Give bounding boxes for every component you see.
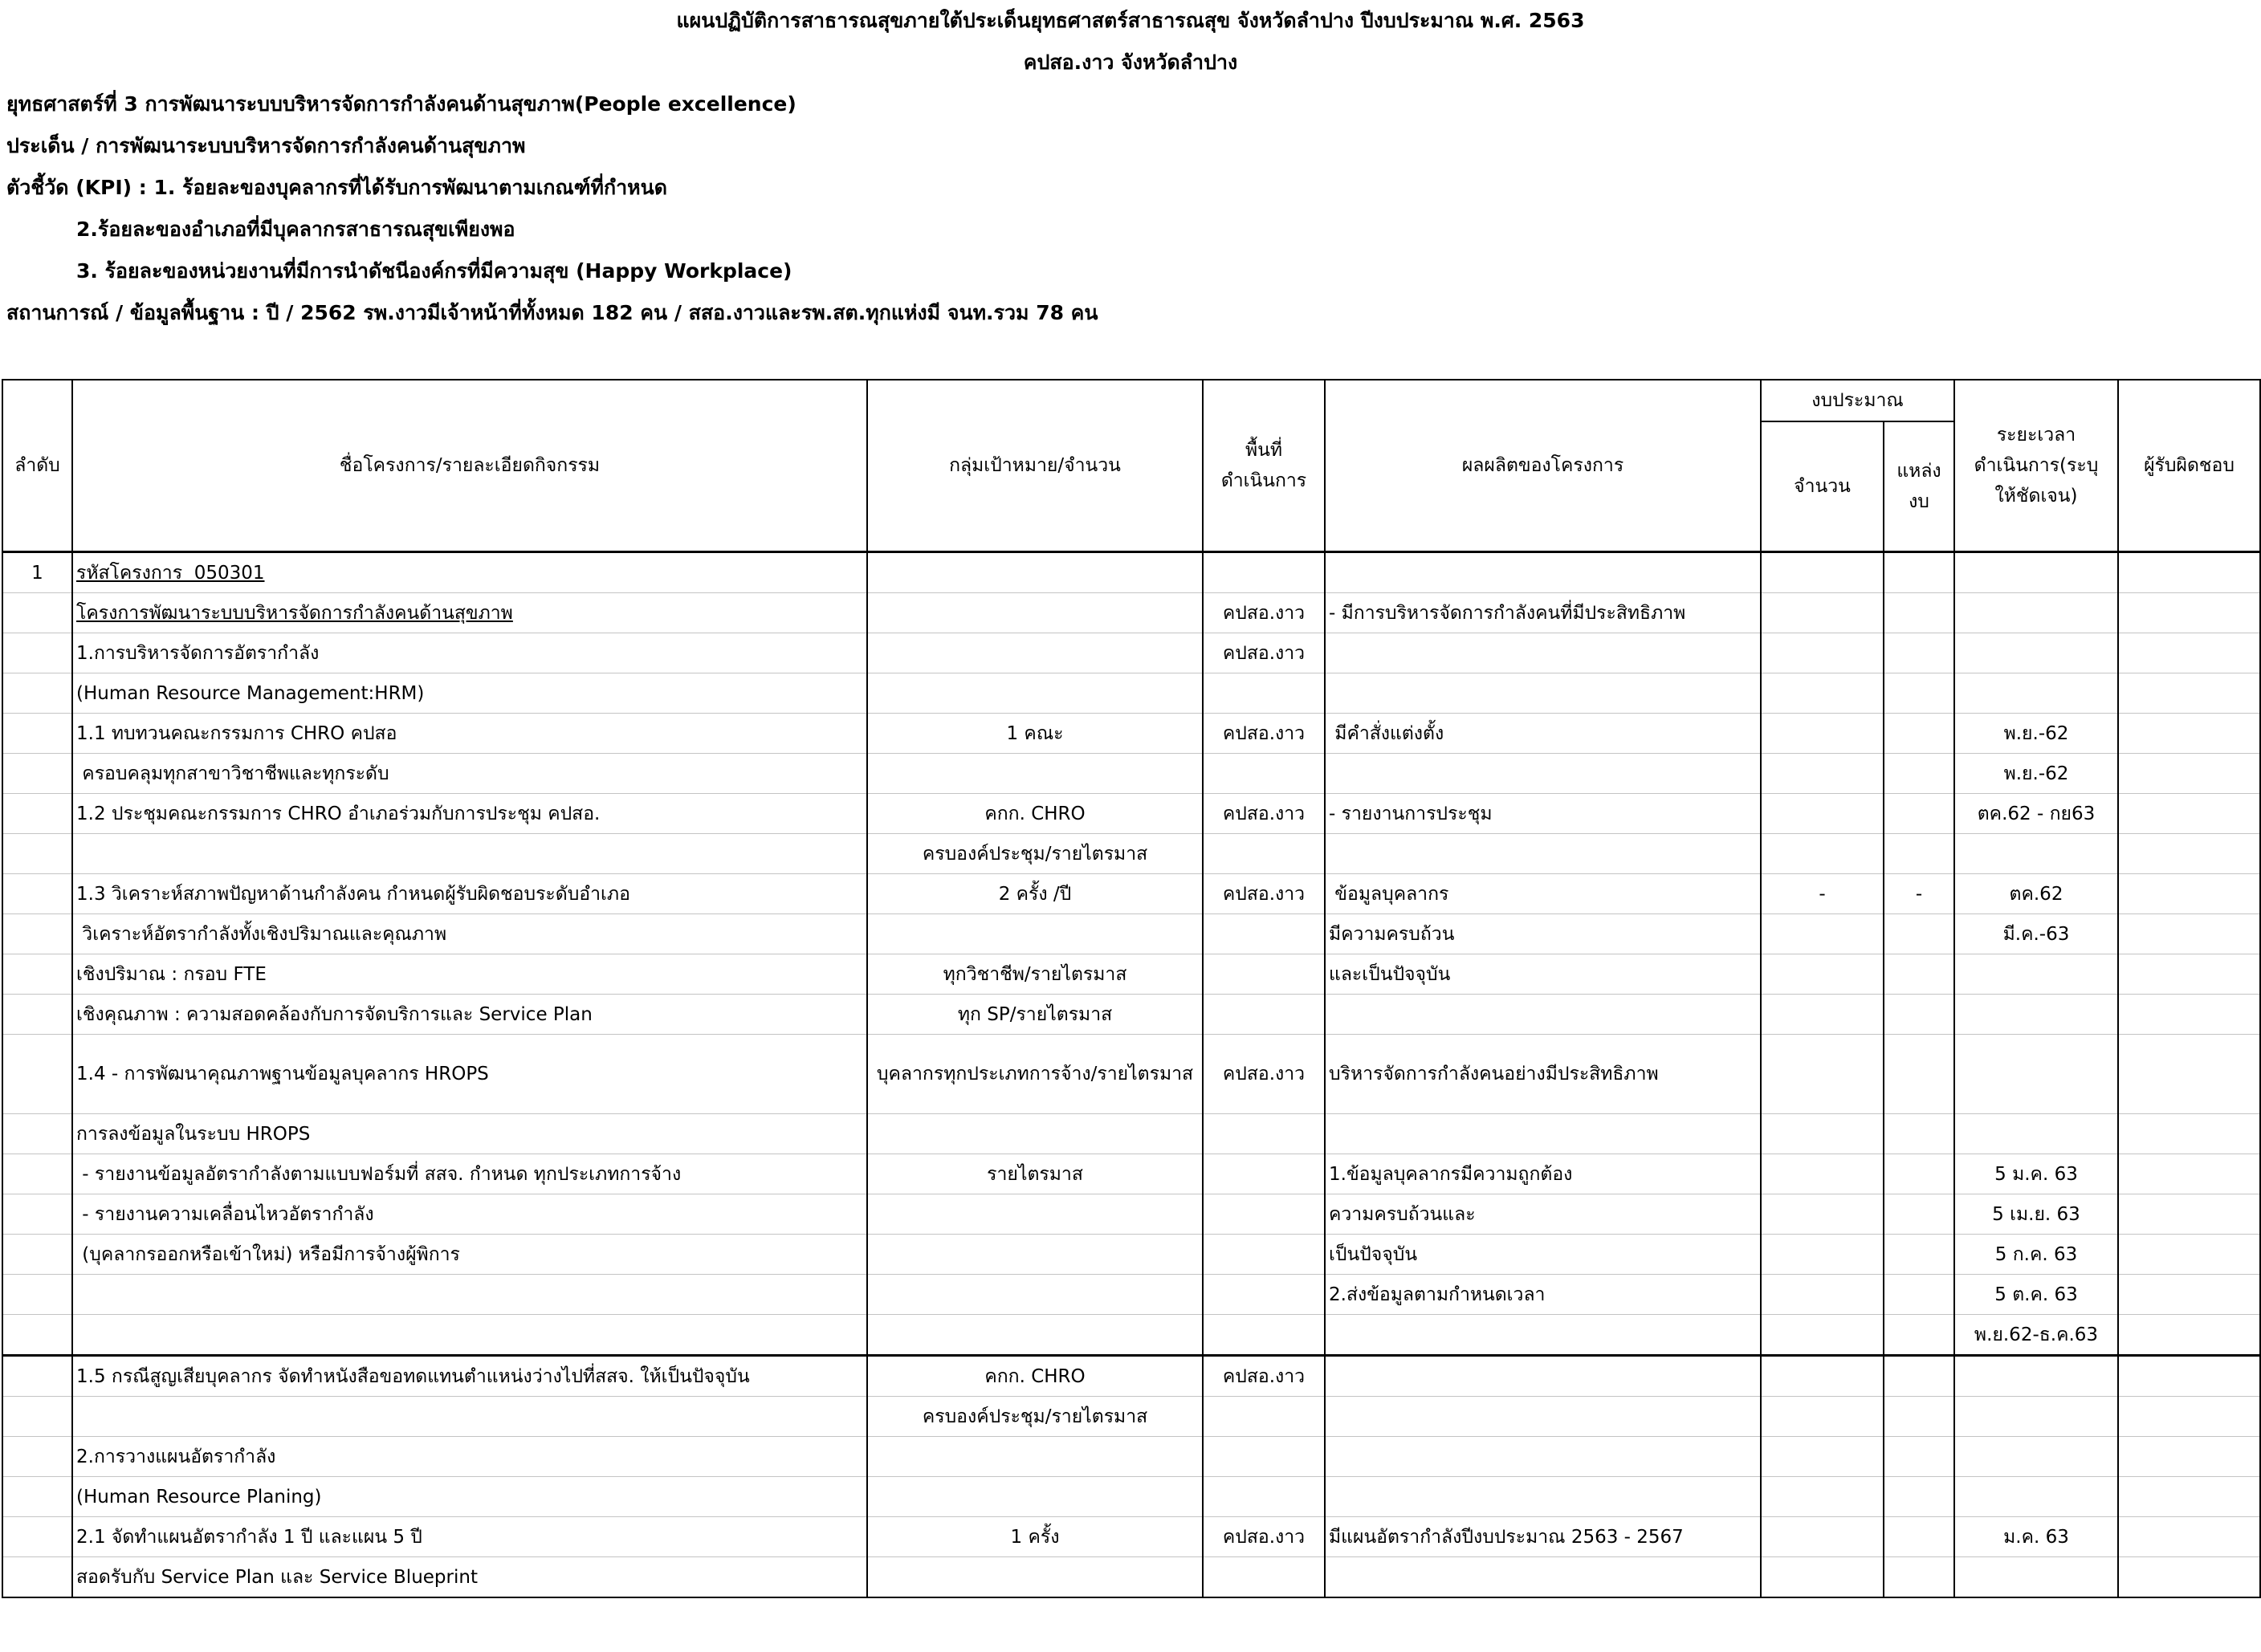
cell-period [1954,1356,2118,1397]
cell-period: 5 เม.ย. 63 [1954,1194,2118,1235]
cell-source [1884,552,1954,593]
cell-area [1203,1114,1325,1154]
cell-source [1884,1235,1954,1275]
cell-period [1954,954,2118,995]
cell-amount [1761,1315,1884,1356]
cell-no [2,1275,72,1315]
column-header-area: พื้นที่ ดำเนินการ [1203,380,1325,552]
cell-target: บุคลากรทุกประเภทการจ้าง/รายไตรมาส [867,1035,1203,1114]
cell-owner [2118,1154,2260,1194]
cell-period [1954,1397,2118,1437]
cell-output [1325,1315,1761,1356]
cell-target [867,1315,1203,1356]
cell-period [1954,1114,2118,1154]
table-row [2,633,2260,673]
cell-source [1884,1275,1954,1315]
cell-project: ครอบคลุมทุกสาขาวิชาชีพและทุกระดับ [72,754,867,794]
cell-owner [2118,593,2260,633]
cell-project: (Human Resource Planing) [72,1477,867,1517]
cell-area: คปสอ.งาว [1203,633,1325,673]
cell-target: คกก. CHRO [867,794,1203,834]
cell-target [867,1114,1203,1154]
cell-output [1325,673,1761,714]
cell-no [2,1477,72,1517]
cell-owner [2118,673,2260,714]
cell-output [1325,995,1761,1035]
column-header-target: กลุ่มเป้าหมาย/จำนวน [867,380,1203,552]
cell-no [2,673,72,714]
cell-project: 2.1 จัดทำแผนอัตรากำลัง 1 ปี และแผน 5 ปี [72,1517,867,1557]
cell-source [1884,593,1954,633]
cell-area [1203,834,1325,874]
table-row [2,874,2260,914]
cell-project: (บุคลากรออกหรือเข้าใหม่) หรือมีการจ้างผู้พิการ [72,1235,867,1275]
table-row [2,1194,2260,1235]
cell-source [1884,1154,1954,1194]
cell-source: - [1884,874,1954,914]
cell-target [867,1275,1203,1315]
table-row [2,1517,2260,1557]
cell-output: ข้อมูลบุคลากร [1325,874,1761,914]
cell-no [2,1114,72,1154]
cell-output [1325,1356,1761,1397]
cell-area: คปสอ.งาว [1203,1356,1325,1397]
cell-project: การลงข้อมูลในระบบ HROPS [72,1114,867,1154]
cell-source [1884,1517,1954,1557]
cell-source [1884,834,1954,874]
cell-project: 1.การบริหารจัดการอัตรากำลัง [72,633,867,673]
cell-project: 2.การวางแผนอัตรากำลัง [72,1437,867,1477]
cell-project: วิเคราะห์อัตรากำลังทั้งเชิงปริมาณและคุณภาพ [72,914,867,954]
table-row [2,593,2260,633]
cell-target: ครบองค์ประชุม/รายไตรมาส [867,834,1203,874]
cell-area [1203,552,1325,593]
cell-output [1325,1437,1761,1477]
cell-source [1884,794,1954,834]
cell-target [867,1194,1203,1235]
cell-target [867,1235,1203,1275]
baseline-line: สถานการณ์ / ข้อมูลพื้นฐาน : ปี / 2562 รพ.งาวมีเจ้าหน้าที่ทั้งหมด 182 คน / สสอ.งาวและรพ.สต.ทุกแห่งมี จนท.รวม 78 คน [6,301,1098,324]
cell-output [1325,1114,1761,1154]
cell-owner [2118,754,2260,794]
cell-period: ตค.62 - กย63 [1954,794,2118,834]
cell-no [2,1437,72,1477]
cell-output [1325,552,1761,593]
cell-output: และเป็นปัจจุบัน [1325,954,1761,995]
cell-target: คกก. CHRO [867,1356,1203,1397]
cell-period [1954,1035,2118,1114]
cell-owner [2118,995,2260,1035]
cell-owner [2118,914,2260,954]
cell-area [1203,754,1325,794]
cell-owner [2118,552,2260,593]
cell-output: - มีการบริหารจัดการกำลังคนที่มีประสิทธิภาพ [1325,593,1761,633]
cell-project: เชิงคุณภาพ : ความสอดคล้องกับการจัดบริการและ Service Plan [72,995,867,1035]
cell-area [1203,1315,1325,1356]
table-row [2,1154,2260,1194]
cell-no [2,1035,72,1114]
cell-output: บริหารจัดการกำลังคนอย่างมีประสิทธิภาพ [1325,1035,1761,1114]
cell-no [2,794,72,834]
cell-no [2,834,72,874]
cell-area: คปสอ.งาว [1203,1035,1325,1114]
cell-output [1325,633,1761,673]
cell-source [1884,1397,1954,1437]
cell-period [1954,995,2118,1035]
cell-amount [1761,1397,1884,1437]
cell-project: 1.1 ทบทวนคณะกรรมการ CHRO คปสอ [72,714,867,754]
cell-project: รหัสโครงการ 050301 [72,552,867,593]
cell-area [1203,1557,1325,1598]
cell-area [1203,1235,1325,1275]
cell-source [1884,1437,1954,1477]
table-row [2,1275,2260,1315]
cell-area [1203,1194,1325,1235]
cell-target: ทุกวิชาชีพ/รายไตรมาส [867,954,1203,995]
cell-amount [1761,552,1884,593]
table-row [2,1557,2260,1598]
cell-area: คปสอ.งาว [1203,794,1325,834]
cell-area [1203,1154,1325,1194]
cell-amount [1761,1356,1884,1397]
cell-no [2,1397,72,1437]
cell-period [1954,552,2118,593]
cell-project: 1.4 - การพัฒนาคุณภาพฐานข้อมูลบุคลากร HROPS [72,1035,867,1114]
cell-no [2,1194,72,1235]
cell-output [1325,1397,1761,1437]
cell-amount [1761,1035,1884,1114]
cell-project [72,1397,867,1437]
cell-source [1884,714,1954,754]
cell-owner [2118,1356,2260,1397]
cell-amount [1761,1154,1884,1194]
column-header-budget: งบประมาณ [1761,380,1954,421]
document-subtitle: คปสอ.งาว จังหวัดลำปาง [1023,51,1238,74]
cell-period: พ.ย.62-ธ.ค.63 [1954,1315,2118,1356]
cell-source [1884,995,1954,1035]
cell-no [2,633,72,673]
cell-target: ครบองค์ประชุม/รายไตรมาส [867,1397,1203,1437]
cell-amount: - [1761,874,1884,914]
cell-output: 2.ส่งข้อมูลตามกำหนดเวลา [1325,1275,1761,1315]
kpi-line-3: 3. ร้อยละของหน่วยงานที่มีการนำดัชนีองค์กรที่มีความสุข (Happy Workplace) [76,259,792,283]
cell-period [1954,1437,2118,1477]
cell-period [1954,1557,2118,1598]
cell-amount [1761,1517,1884,1557]
cell-area [1203,914,1325,954]
cell-period [1954,834,2118,874]
cell-amount [1761,593,1884,633]
cell-owner [2118,1477,2260,1517]
table-row [2,1477,2260,1517]
cell-area [1203,1275,1325,1315]
column-header-project: ชื่อโครงการ/รายละเอียดกิจกรรม [72,380,867,552]
cell-no [2,954,72,995]
column-header-period: ระยะเวลา ดำเนินการ(ระบุ ให้ชัดเจน) [1954,380,2118,552]
cell-no [2,874,72,914]
cell-period [1954,673,2118,714]
cell-source [1884,633,1954,673]
cell-period: มี.ค.-63 [1954,914,2118,954]
cell-source [1884,1035,1954,1114]
cell-owner [2118,1114,2260,1154]
cell-output: มีความครบถ้วน [1325,914,1761,954]
cell-area [1203,1477,1325,1517]
cell-amount [1761,673,1884,714]
cell-area [1203,1437,1325,1477]
cell-period: ตค.62 [1954,874,2118,914]
cell-amount [1761,1477,1884,1517]
cell-amount [1761,1235,1884,1275]
cell-source [1884,754,1954,794]
cell-output: - รายงานการประชุม [1325,794,1761,834]
cell-no [2,714,72,754]
table-row [2,954,2260,995]
cell-project: 1.3 วิเคราะห์สภาพปัญหาด้านกำลังคน กำหนดผู้รับผิดชอบระดับอำเภอ [72,874,867,914]
cell-owner [2118,1235,2260,1275]
cell-target [867,593,1203,633]
cell-amount [1761,1194,1884,1235]
table-row [2,1315,2260,1356]
table-row [2,1035,2260,1114]
table-row [2,1114,2260,1154]
cell-area: คปสอ.งาว [1203,714,1325,754]
cell-output [1325,834,1761,874]
cell-source [1884,1557,1954,1598]
cell-owner [2118,1437,2260,1477]
table-row [2,1356,2260,1397]
cell-owner [2118,1035,2260,1114]
cell-area [1203,954,1325,995]
cell-target: รายไตรมาส [867,1154,1203,1194]
cell-target: 1 ครั้ง [867,1517,1203,1557]
cell-amount [1761,954,1884,995]
cell-source [1884,1356,1954,1397]
cell-source [1884,1477,1954,1517]
cell-amount [1761,633,1884,673]
cell-owner [2118,1397,2260,1437]
cell-owner [2118,874,2260,914]
cell-period: 5 ก.ค. 63 [1954,1235,2118,1275]
kpi-line-1: ตัวชี้วัด (KPI) : 1. ร้อยละของบุคลากรที่ได้รับการพัฒนาตามเกณฑ์ที่กำหนด [6,176,667,199]
column-header-owner: ผู้รับผิดชอบ [2118,380,2260,552]
cell-no [2,1235,72,1275]
cell-project: สอดรับกับ Service Plan และ Service Blueprint [72,1557,867,1598]
cell-output: ความครบถ้วนและ [1325,1194,1761,1235]
cell-period [1954,633,2118,673]
table-row [2,754,2260,794]
cell-period [1954,1477,2118,1517]
issue-line: ประเด็น / การพัฒนาระบบบริหารจัดการกำลังคนด้านสุขภาพ [6,134,526,157]
column-header-source: แหล่ง งบ [1884,421,1954,552]
cell-area: คปสอ.งาว [1203,874,1325,914]
cell-output [1325,1477,1761,1517]
cell-no [2,914,72,954]
cell-project: 1.2 ประชุมคณะกรรมการ CHRO อำเภอร่วมกับการประชุม คปสอ. [72,794,867,834]
cell-target: ทุก SP/รายไตรมาส [867,995,1203,1035]
cell-source [1884,1194,1954,1235]
cell-source [1884,1114,1954,1154]
cell-output [1325,754,1761,794]
cell-target [867,1477,1203,1517]
cell-no [2,1356,72,1397]
cell-owner [2118,633,2260,673]
cell-output [1325,1557,1761,1598]
cell-area [1203,673,1325,714]
cell-output: มีแผนอัตรากำลังปีงบประมาณ 2563 - 2567 [1325,1517,1761,1557]
table-row [2,794,2260,834]
cell-target [867,552,1203,593]
cell-area [1203,1397,1325,1437]
column-header-amount: จำนวน [1761,421,1884,552]
cell-project: โครงการพัฒนาระบบบริหารจัดการกำลังคนด้านสุขภาพ [72,593,867,633]
cell-no [2,1315,72,1356]
cell-period [1954,593,2118,633]
table-row [2,673,2260,714]
cell-owner [2118,1275,2260,1315]
cell-project: (Human Resource Management:HRM) [72,673,867,714]
cell-owner [2118,954,2260,995]
cell-amount [1761,754,1884,794]
cell-target [867,914,1203,954]
cell-no [2,1154,72,1194]
cell-no: 1 [2,552,72,593]
cell-amount [1761,1275,1884,1315]
cell-target [867,1557,1203,1598]
cell-output: 1.ข้อมูลบุคลากรมีความถูกต้อง [1325,1154,1761,1194]
cell-period: พ.ย.-62 [1954,754,2118,794]
cell-no [2,995,72,1035]
cell-amount [1761,914,1884,954]
cell-period: ม.ค. 63 [1954,1517,2118,1557]
cell-target [867,754,1203,794]
table-row [2,1437,2260,1477]
table-row [2,714,2260,754]
cell-target: 2 ครั้ง /ปี [867,874,1203,914]
table-row [2,1235,2260,1275]
cell-period: พ.ย.-62 [1954,714,2118,754]
action-plan-table [2,379,2261,1598]
cell-amount [1761,794,1884,834]
cell-amount [1761,1557,1884,1598]
cell-project: เชิงปริมาณ : กรอบ FTE [72,954,867,995]
cell-owner [2118,794,2260,834]
document-title: แผนปฏิบัติการสาธารณสุขภายใต้ประเด็นยุทธศาสตร์สาธารณสุข จังหวัดลำปาง ปีงบประมาณ พ.ศ. 2563 [676,9,1585,32]
strategy-line: ยุทธศาสตร์ที่ 3 การพัฒนาระบบบริหารจัดการกำลังคนด้านสุขภาพ(People excellence) [6,92,796,116]
cell-source [1884,1315,1954,1356]
cell-no [2,754,72,794]
column-header-output: ผลผลิตของโครงการ [1325,380,1761,552]
cell-owner [2118,714,2260,754]
cell-owner [2118,1517,2260,1557]
kpi-line-2: 2.ร้อยละของอำเภอที่มีบุคลากรสาธารณสุขเพียงพอ [76,218,515,241]
cell-area: คปสอ.งาว [1203,1517,1325,1557]
cell-project: 1.5 กรณีสูญเสียบุคลากร จัดทำหนังสือขอทดแทนตำแหน่งว่างไปที่สสจ. ให้เป็นปัจจุบัน [72,1356,867,1397]
cell-period: 5 ม.ค. 63 [1954,1154,2118,1194]
table-row [2,834,2260,874]
cell-owner [2118,1194,2260,1235]
cell-source [1884,914,1954,954]
cell-output: เป็นปัจจุบัน [1325,1235,1761,1275]
cell-project [72,1315,867,1356]
table-row [2,914,2260,954]
cell-area [1203,995,1325,1035]
cell-source [1884,954,1954,995]
cell-source [1884,673,1954,714]
table-row [2,995,2260,1035]
cell-target: 1 คณะ [867,714,1203,754]
cell-amount [1761,714,1884,754]
cell-owner [2118,1557,2260,1598]
cell-amount [1761,995,1884,1035]
cell-owner [2118,1315,2260,1356]
cell-project: - รายงานข้อมูลอัตรากำลังตามแบบฟอร์มที่ สสจ. กำหนด ทุกประเภทการจ้าง [72,1154,867,1194]
table-row [2,1397,2260,1437]
cell-no [2,1517,72,1557]
cell-target [867,673,1203,714]
cell-no [2,593,72,633]
cell-target [867,633,1203,673]
cell-project [72,1275,867,1315]
cell-project [72,834,867,874]
cell-owner [2118,834,2260,874]
cell-amount [1761,1437,1884,1477]
column-header-no: ลำดับ [2,380,72,552]
cell-project: - รายงานความเคลื่อนไหวอัตรากำลัง [72,1194,867,1235]
table-row [2,552,2260,593]
cell-period: 5 ต.ค. 63 [1954,1275,2118,1315]
cell-target [867,1437,1203,1477]
cell-output: มีคำสั่งแต่งตั้ง [1325,714,1761,754]
cell-no [2,1557,72,1598]
cell-area: คปสอ.งาว [1203,593,1325,633]
cell-amount [1761,1114,1884,1154]
cell-amount [1761,834,1884,874]
